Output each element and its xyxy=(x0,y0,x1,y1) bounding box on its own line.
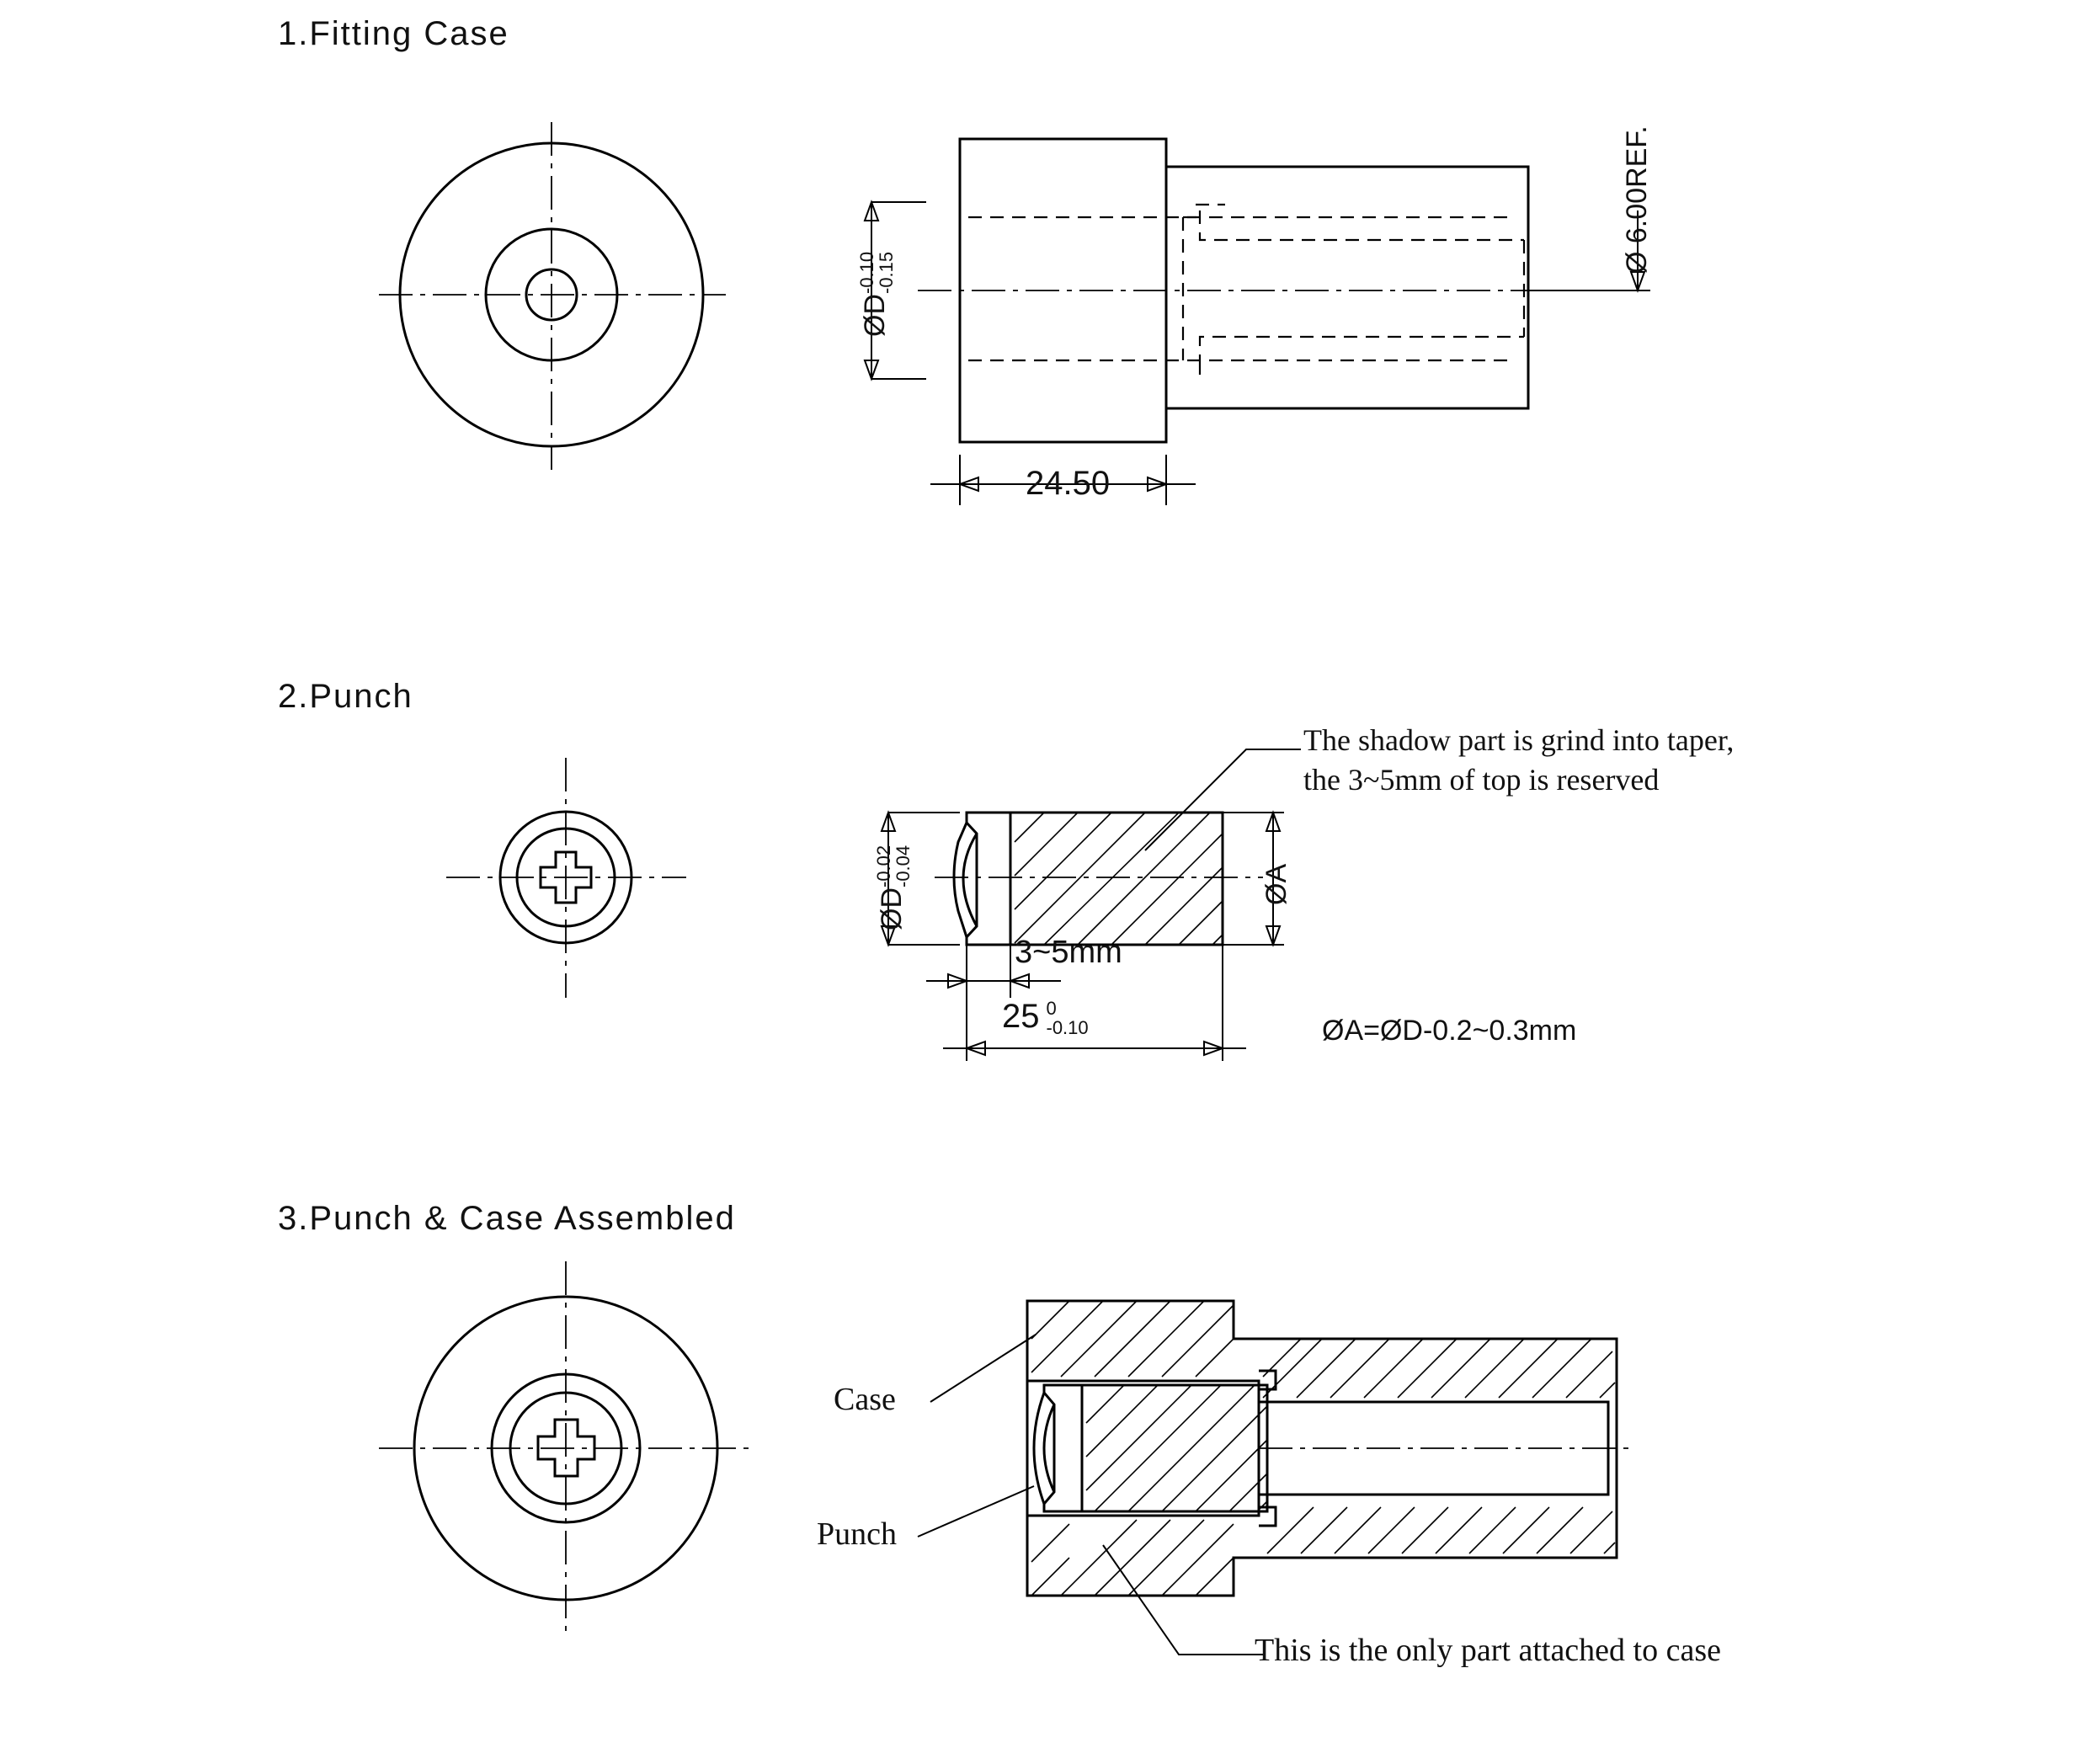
punch-front-view xyxy=(446,758,686,998)
fitting-case-front-view xyxy=(379,122,726,470)
punch-diameter-symbol: ØD xyxy=(876,887,909,930)
punch-note-line2: the 3~5mm of top is reserved xyxy=(1303,763,1660,797)
punch-taper-dimension: 3~5mm xyxy=(1015,935,1122,970)
fitting-case-ref-diameter: Ø 6.00REF. xyxy=(1621,125,1653,274)
fitting-case-tolerance: -0.10 -0.15 xyxy=(856,251,898,294)
section-title-fitting-case: 1.Fitting Case xyxy=(278,15,509,52)
punch-tolerance: -0.02 -0.04 xyxy=(873,845,914,887)
punch-note-line1: The shadow part is grind into taper, xyxy=(1303,723,1735,757)
section-title-punch: 2.Punch xyxy=(278,678,413,715)
assembly-note: This is the only part attached to case xyxy=(1255,1633,1721,1668)
fitting-case-diameter-symbol: ØD xyxy=(859,294,892,337)
fitting-case-side-view xyxy=(865,139,1650,505)
punch-a-diameter-label: ØA xyxy=(1260,863,1292,905)
fitting-case-length-dimension: 24.50 xyxy=(1026,465,1111,502)
assembly-front-view xyxy=(379,1261,754,1635)
punch-side-view xyxy=(882,749,1301,1061)
punch-length-dimension xyxy=(1002,998,1089,1038)
assembly-punch-label: Punch xyxy=(817,1516,897,1552)
assembly-case-label: Case xyxy=(834,1382,896,1417)
punch-length-value: 25 xyxy=(1002,998,1040,1035)
punch-diameter-label xyxy=(874,845,913,930)
section-title-assembly: 3.Punch & Case Assembled xyxy=(278,1200,736,1237)
fitting-case-diameter-label xyxy=(857,252,896,337)
punch-length-tolerance: 0 -0.10 xyxy=(1046,998,1089,1039)
punch-formula: ØA=ØD-0.2~0.3mm xyxy=(1322,1015,1577,1047)
assembly-section-view xyxy=(918,1301,1629,1655)
